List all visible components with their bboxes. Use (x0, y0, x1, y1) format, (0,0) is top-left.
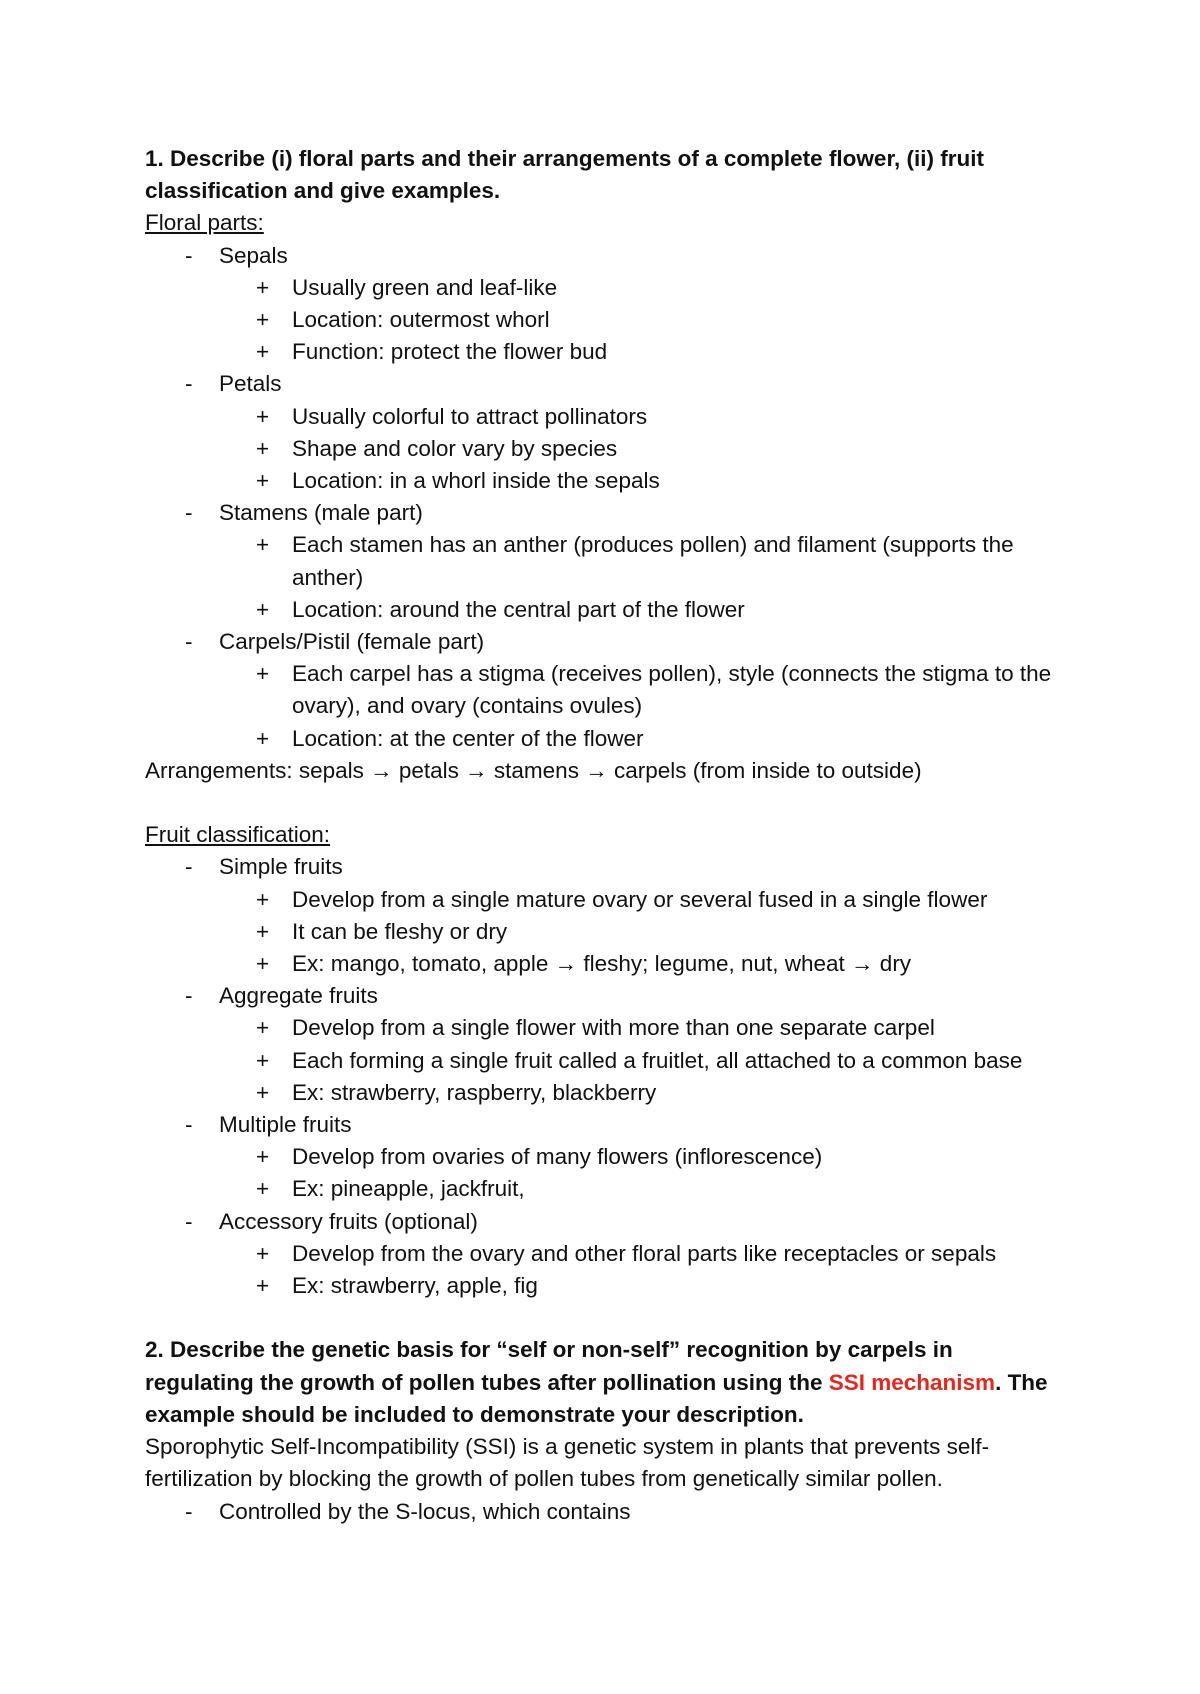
plus-marker: + (256, 1144, 270, 1170)
fruit-type-item: - Aggregate fruits (145, 980, 1065, 1012)
fruit-type-detail: + Ex: strawberry, raspberry, blackberry (145, 1077, 1065, 1109)
dash-marker: - (185, 371, 193, 397)
dash-marker: - (185, 1112, 193, 1138)
fruit-type-detail: + Each forming a single fruit called a fruitlet, all attached to a common base (145, 1045, 1065, 1077)
plus-marker: + (256, 1079, 270, 1105)
fruit-type-detail: + Ex: pineapple, jackfruit, (145, 1173, 1065, 1205)
fruit-type-item: - Simple fruits (145, 851, 1065, 883)
floral-part-detail: + Shape and color vary by species (145, 433, 1065, 465)
plus-marker: + (256, 339, 270, 365)
plus-marker: + (256, 918, 270, 944)
floral-part-detail: + Each stamen has an anther (produces pollen) and filament (supports the anther) (145, 529, 1065, 593)
floral-part-detail: + Usually colorful to attract pollinators (145, 401, 1065, 433)
spacer (145, 1302, 1065, 1334)
dash-marker: - (185, 983, 193, 1009)
plus-marker: + (256, 596, 270, 622)
question-1-title: 1. Describe (i) floral parts and their arrangements of a complete flower, (ii) fruit classification and give examples. (145, 146, 984, 204)
fruit-types-list (145, 851, 1065, 1302)
floral-part-detail: + Location: at the center of the flower (145, 723, 1065, 755)
fruit-type-detail: + Develop from a single flower with more than one separate carpel (145, 1012, 1065, 1044)
floral-part-item: - Stamens (male part) (145, 497, 1065, 529)
plus-marker: + (256, 1047, 270, 1073)
ssi-intro-paragraph: Sporophytic Self-Incompatibility (SSI) is a genetic system in plants that prevents self-fertilization by blocking the growth of pollen tubes from genetically similar pollen. (145, 1434, 990, 1492)
plus-marker: + (256, 1015, 270, 1041)
ssi-bullet-item: - Controlled by the S-locus, which contains (145, 1496, 1065, 1528)
fruit-type-item: - Multiple fruits (145, 1109, 1065, 1141)
fruit-type-detail: + It can be fleshy or dry (145, 916, 1065, 948)
plus-marker: + (256, 1240, 270, 1266)
fruit-classification-heading: Fruit classification: (145, 822, 331, 848)
ssi-highlight: SSI mechanism (828, 1369, 996, 1395)
plus-marker: + (256, 307, 270, 333)
floral-parts-heading: Floral parts: (145, 210, 264, 236)
dash-marker: - (185, 500, 193, 526)
dash-marker: - (185, 242, 193, 268)
question-2-title: 2. Describe the genetic basis for “self or non-self” recognition by carpels in regulating the growth of pollen tubes after pollination using the SSI mechanism. The example should be included to demonstrate your description. (145, 1337, 1048, 1427)
floral-parts-list (145, 240, 1065, 755)
dash-marker: - (185, 854, 193, 880)
document-page (145, 143, 1065, 1528)
plus-marker: + (256, 725, 270, 751)
spacer (145, 787, 1065, 819)
fruit-type-item: - Accessory fruits (optional) (145, 1206, 1065, 1238)
dash-marker: - (185, 1208, 193, 1234)
floral-part-detail: + Usually green and leaf-like (145, 272, 1065, 304)
plus-marker: + (256, 1273, 270, 1299)
dash-marker: - (185, 629, 193, 655)
arrangements-text: Arrangements: sepals → petals → stamens → carpels (from inside to outside) (145, 757, 922, 783)
fruit-type-detail: + Develop from the ovary and other floral parts like receptacles or sepals (145, 1238, 1065, 1270)
fruit-type-detail: + Develop from ovaries of many flowers (inflorescence) (145, 1141, 1065, 1173)
plus-marker: + (256, 1176, 270, 1202)
floral-part-detail: + Function: protect the flower bud (145, 336, 1065, 368)
fruit-type-detail: + Ex: mango, tomato, apple → fleshy; legume, nut, wheat → dry (145, 948, 1065, 980)
floral-part-item: - Carpels/Pistil (female part) (145, 626, 1065, 658)
floral-part-detail: + Each carpel has a stigma (receives pollen), style (connects the stigma to the ovary), and ovary (contains ovules) (145, 658, 1065, 722)
floral-part-item: - Petals (145, 368, 1065, 400)
plus-marker: + (256, 274, 270, 300)
floral-part-detail: + Location: in a whorl inside the sepals (145, 465, 1065, 497)
fruit-type-detail: + Ex: strawberry, apple, fig (145, 1270, 1065, 1302)
fruit-type-detail: + Develop from a single mature ovary or several fused in a single flower (145, 884, 1065, 916)
plus-marker: + (256, 435, 270, 461)
floral-part-detail: + Location: around the central part of the flower (145, 594, 1065, 626)
floral-part-item: - Sepals (145, 240, 1065, 272)
plus-marker: + (256, 403, 270, 429)
plus-marker: + (256, 468, 270, 494)
plus-marker: + (256, 951, 270, 977)
plus-marker: + (256, 661, 270, 687)
floral-part-detail: + Location: outermost whorl (145, 304, 1065, 336)
dash-marker: - (185, 1498, 193, 1524)
plus-marker: + (256, 886, 270, 912)
plus-marker: + (256, 532, 270, 558)
